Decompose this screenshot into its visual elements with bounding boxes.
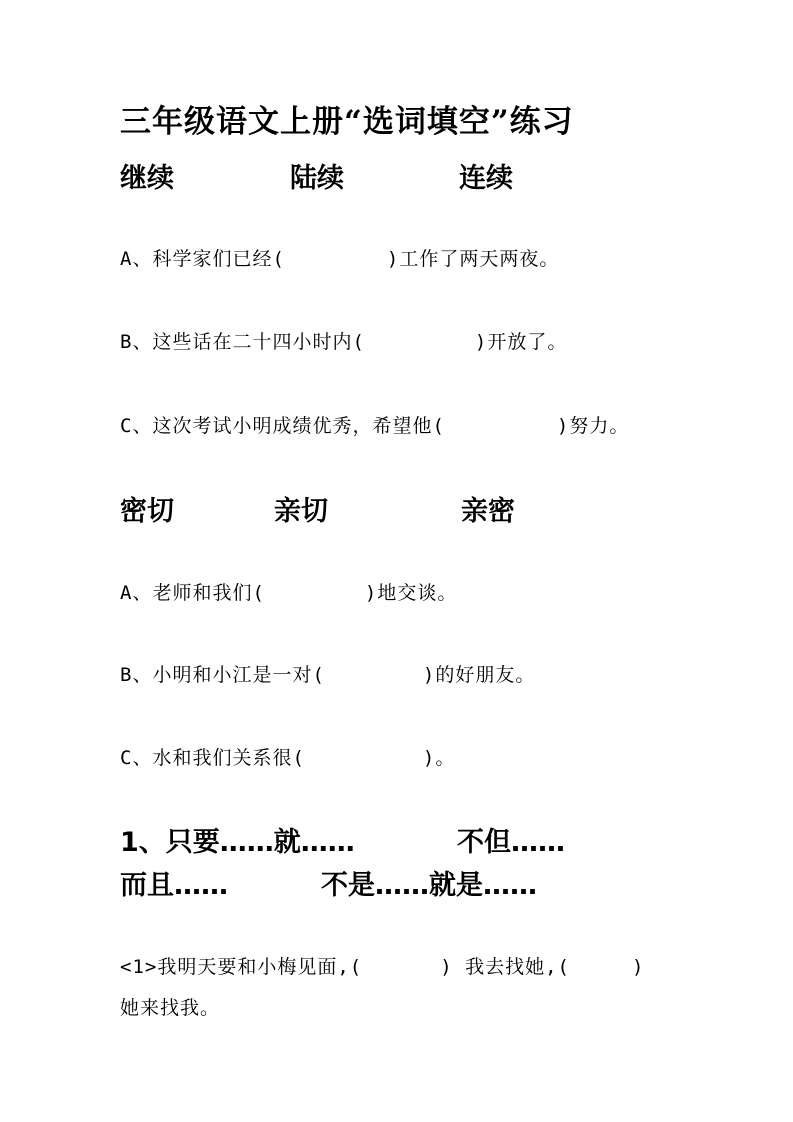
question-line — [120, 743, 455, 770]
question-text: )。 — [422, 747, 456, 769]
question-text: )地交谈。 — [364, 582, 458, 604]
question-text: ) — [631, 956, 645, 978]
question-text: ) 我去找她,( — [440, 956, 570, 978]
word-option: 亲切 — [274, 496, 328, 527]
question-text: A、老师和我们( — [120, 582, 265, 604]
question-line — [120, 244, 559, 271]
connective-option: 1、只要……就…… — [120, 827, 355, 858]
word-option: 密切 — [120, 496, 174, 527]
connective-option: 而且…… — [120, 870, 228, 901]
word-option: 亲密 — [461, 496, 515, 527]
word-option: 陆续 — [290, 163, 344, 194]
question-line — [120, 578, 457, 605]
connective-option: 不但…… — [457, 827, 565, 858]
word-option: 连续 — [459, 163, 513, 194]
question-text: C、水和我们关系很( — [120, 747, 305, 769]
question-text: C、这次考试小明成绩优秀，希望他( — [120, 415, 445, 437]
connective-option: 不是……就是…… — [321, 870, 537, 901]
question-line — [120, 411, 629, 438]
question-text: <1>我明天要和小梅见面,( — [120, 956, 363, 978]
question-text: )努力。 — [556, 415, 630, 437]
question-text: )开放了。 — [474, 331, 568, 353]
question-text: )工作了两天两夜。 — [386, 248, 560, 270]
question-line — [120, 660, 535, 687]
page-title: 三年级语文上册“选词填空”练习 — [120, 104, 574, 140]
question-line — [120, 952, 644, 979]
word-option: 继续 — [120, 163, 174, 194]
question-text: A、科学家们已经( — [120, 248, 285, 270]
question-text: B、这些话在二十四小时内( — [120, 331, 365, 353]
question-text: )的好朋友。 — [422, 664, 536, 686]
question-line — [120, 327, 567, 354]
question-text: B、小明和小江是一对( — [120, 664, 325, 686]
question-line-continued: 她来找我。 — [120, 997, 221, 1019]
